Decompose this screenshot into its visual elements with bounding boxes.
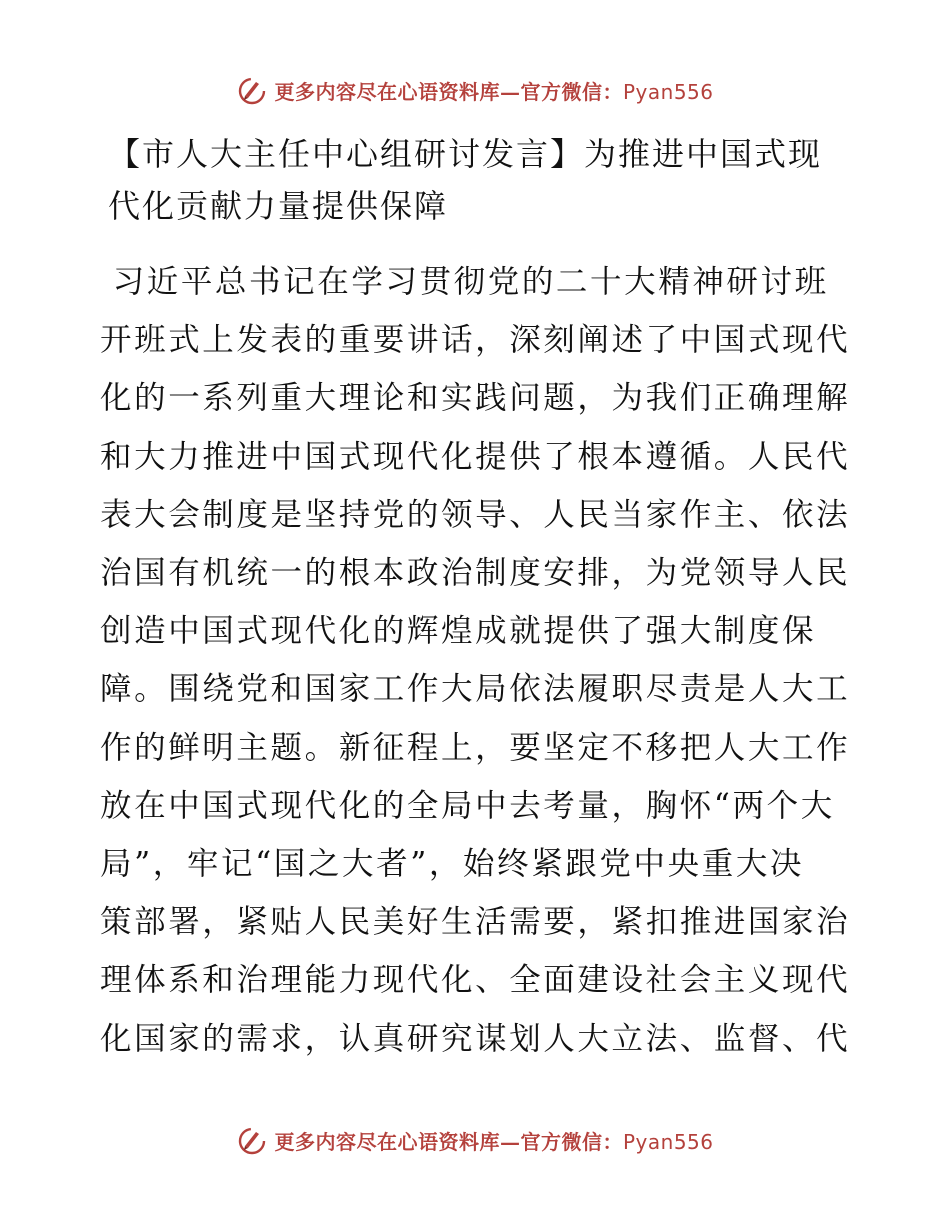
body-line: 化国家的需求，认真研究谋划人大立法、监督、代 — [100, 1020, 851, 1057]
footer-watermark — [0, 1122, 950, 1158]
body-line: 治国有机统一的根本政治制度安排，为党领导人民 — [100, 555, 851, 592]
body-line: 策部署，紧贴人民美好生活需要，紧扣推进国家治 — [100, 904, 851, 941]
title-line: 代化贡献力量提供保障 — [108, 187, 449, 225]
body-line: 理体系和治理能力现代化、全面建设社会主义现代 — [100, 962, 851, 999]
document-body — [100, 253, 850, 1068]
watermark-text: 更多内容尽在心语资料库—官方微信：Pyan556 — [274, 79, 714, 104]
header-watermark — [0, 72, 950, 108]
body-line: 化的一系列重大理论和实践问题，为我们正确理解 — [100, 380, 851, 417]
document-title — [108, 128, 838, 232]
wechat-id: Pyan556 — [622, 1129, 714, 1154]
body-line: 作的鲜明主题。新征程上，要坚定不移把人大工作 — [100, 729, 851, 766]
body-line: 开班式上发表的重要讲话，深刻阐述了中国式现代 — [100, 322, 851, 359]
pen-swirl-logo-icon — [236, 1124, 268, 1156]
body-line: 表大会制度是坚持党的领导、人民当家作主、依法 — [100, 496, 851, 533]
body-line: 放在中国式现代化的全局中去考量，胸怀“两个大 — [100, 787, 835, 824]
wechat-id: Pyan556 — [622, 79, 714, 104]
body-line: 局”，牢记“国之大者”，始终紧跟党中央重大决 — [100, 846, 805, 883]
body-line: 习近平总书记在学习贯彻党的二十大精神研讨班 — [100, 264, 829, 300]
watermark-text: 更多内容尽在心语资料库—官方微信：Pyan556 — [274, 1129, 714, 1154]
body-line: 和大力推进中国式现代化提供了根本遵循。人民代 — [100, 438, 851, 475]
body-line: 创造中国式现代化的辉煌成就提供了强大制度保 — [100, 613, 817, 650]
pen-swirl-logo-icon — [236, 74, 268, 106]
body-line: 障。围绕党和国家工作大局依法履职尽责是人大工 — [100, 671, 851, 708]
title-line: 【市人大主任中心组研讨发言】为推进中国式现 — [108, 135, 823, 173]
